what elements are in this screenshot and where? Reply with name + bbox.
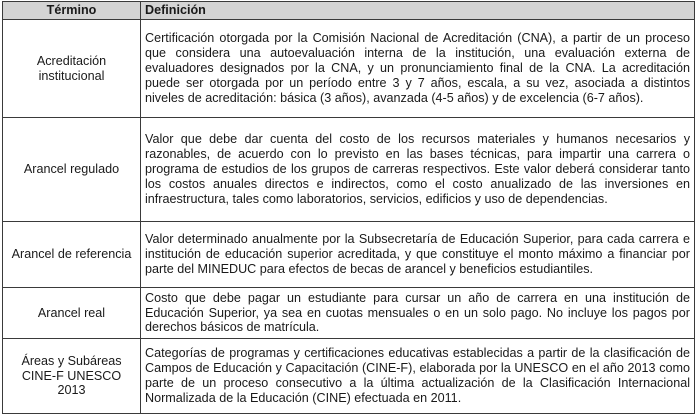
- definition-cell: Categorías de programas y certificaciones educativas establecidas a partir de la clasificación de Campos de Educación y Capacitación (CINE-F), elaborada por la UNESCO en el año 2013 como parte de un proceso consecutivo a la última actualización de la Clasificación Internacional Normalizada de la Educación (CINE) efectuada en 2011.: [141, 339, 695, 414]
- definition-cell: Valor determinado anualmente por la Subsecretaría de Educación Superior, para cada carrera e institución de educación superior acreditada, y que constituye el monto máximo a financiar por parte del MINEDUC para efectos de becas de arancel y beneficios estudiantiles.: [141, 222, 695, 288]
- table-header: [3, 2, 695, 20]
- definition-cell: Costo que debe pagar un estudiante para cursar un año de carrera en una institución de Educación Superior, ya sea en cuotas mensuales o en un solo pago. No incluye los pagos por derechos básicos de matrícula.: [141, 288, 695, 339]
- header-definition: Definición: [141, 2, 695, 20]
- table-body: [3, 20, 695, 414]
- table-row: [3, 222, 695, 288]
- table-row: [3, 118, 695, 222]
- term-cell: Arancel regulado: [3, 118, 141, 222]
- header-row: [3, 2, 695, 20]
- header-term: Término: [3, 2, 141, 20]
- definition-cell: Valor que debe dar cuenta del costo de los recursos materiales y humanos necesarios y razonables, de acuerdo con lo previsto en las bases técnicas, para impartir una carrera o programa de estudios de los grupos de carreras respectivos. Este valor deberá considerar tanto los costos anuales directos e indirectos, como el costo anualizado de las inversiones en infraestructura, tales como laboratorios, servicios, edificios y uso de dependencias.: [141, 118, 695, 222]
- table-row: [3, 288, 695, 339]
- glossary-table: [2, 1, 695, 414]
- term-cell: Arancel real: [3, 288, 141, 339]
- definition-cell: Certificación otorgada por la Comisión Nacional de Acreditación (CNA), a partir de un proceso que considera una autoevaluación interna de la institución, una evaluación externa de evaluadores designados por la CNA, y un pronunciamiento final de la CNA. La acreditación puede ser otorgada por un período entre 3 y 7 años, escala, a su vez, asociada a distintos niveles de acreditación: básica (3 años), avanzada (4-5 años) y de excelencia (6-7 años).: [141, 20, 695, 118]
- table-row: [3, 20, 695, 118]
- term-cell: Áreas y Subáreas CINE-F UNESCO 2013: [3, 339, 141, 414]
- term-cell: Acreditación institucional: [3, 20, 141, 118]
- term-cell: Arancel de referencia: [3, 222, 141, 288]
- table-row: [3, 339, 695, 414]
